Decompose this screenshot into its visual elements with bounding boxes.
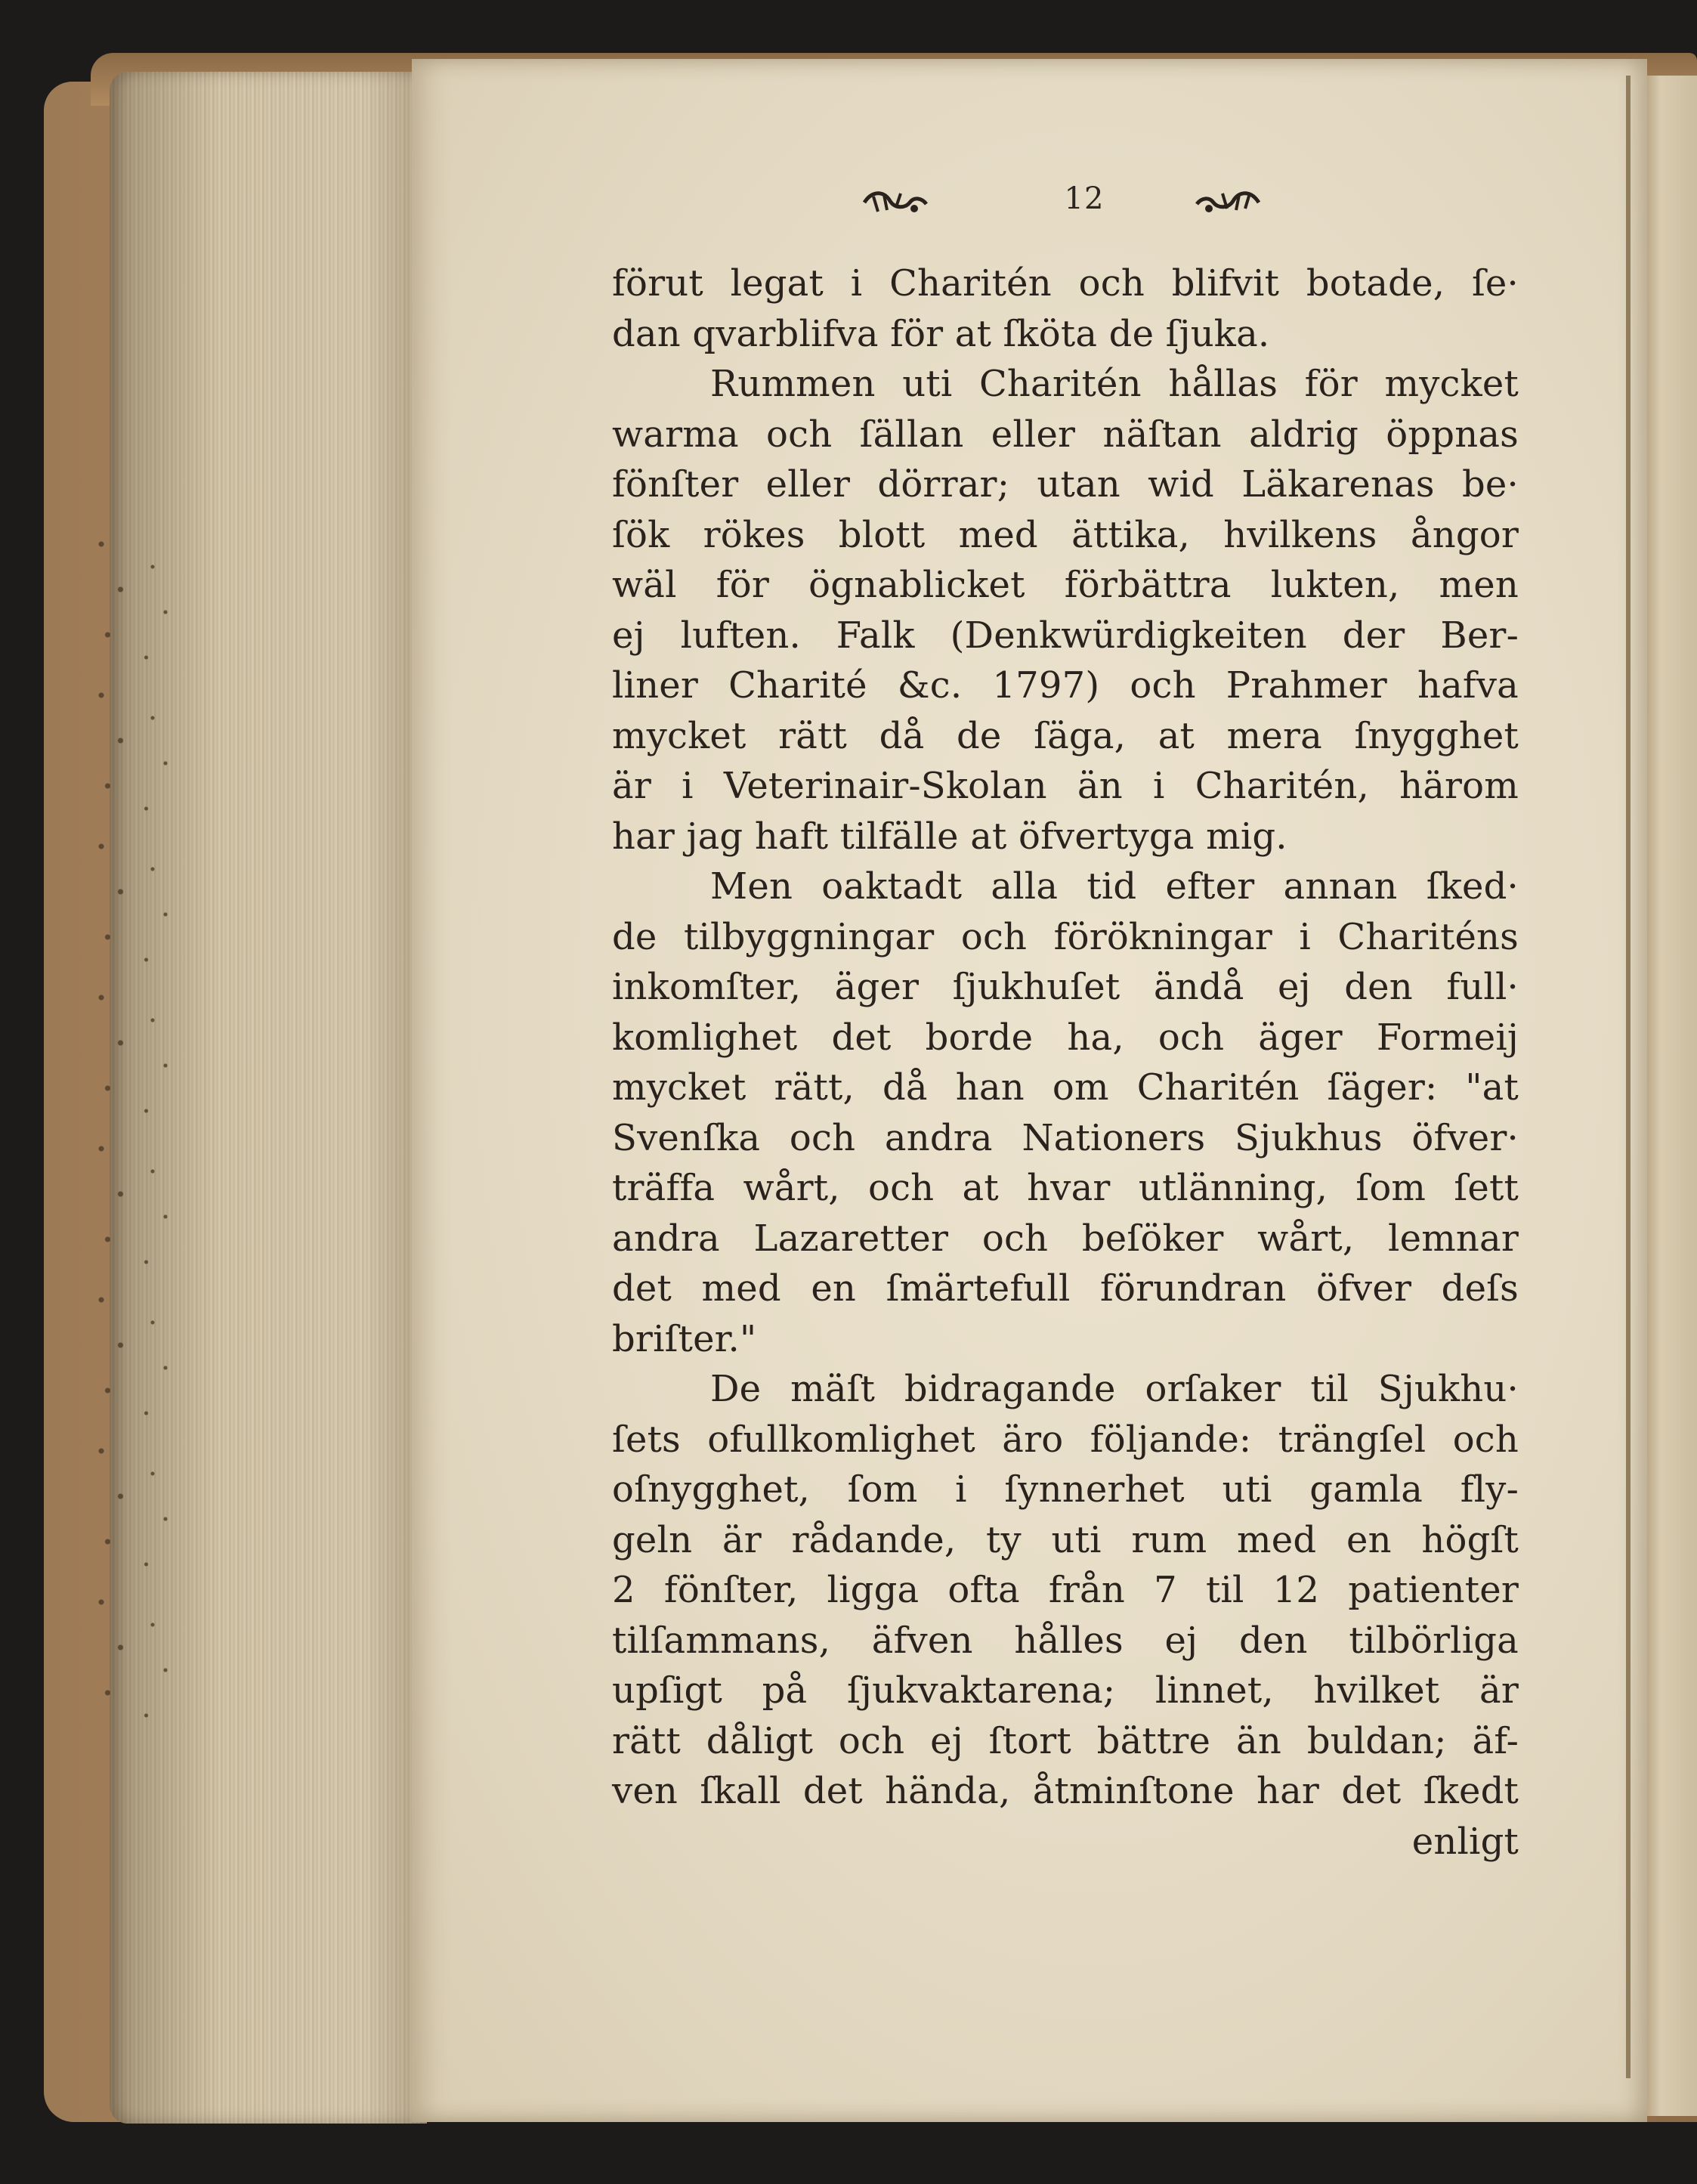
text-line: tilſammans, äfven hålles ej den tilbörliga (612, 1619, 1519, 1662)
text-line: briſter." (612, 1317, 757, 1360)
text-line: komlighet det borde ha, och äger Formeij (612, 1016, 1519, 1059)
text-line: 2 fönſter, ligga ofta från 7 til 12 patienter (612, 1569, 1519, 1611)
ornament-left-icon (861, 186, 929, 216)
foxing-specks (76, 529, 204, 1738)
gutter-line (1626, 76, 1631, 2078)
text-line: mycket rätt, då han om Charitén ſäger: "at (612, 1066, 1519, 1109)
text-line: oſnygghet, ſom i ſynnerhet uti gamla fly- (612, 1468, 1519, 1511)
text-line: fönſter eller dörrar; utan wid Läkarenas be· (612, 463, 1519, 506)
catchword: enligt (1411, 1820, 1519, 1863)
text-line: geln är rådande, ty uti rum med en högſt (612, 1518, 1519, 1561)
text-line: har jag haft tilfälle at öfvertyga mig. (612, 815, 1287, 858)
text-line: andra Lazaretter och beſöker wårt, lemnar (612, 1217, 1519, 1260)
text-line: Svenſka och andra Nationers Sjukhus öfver· (612, 1116, 1519, 1159)
text-line: liner Charité &c. 1797) och Prahmer hafva (612, 664, 1519, 707)
page-header (861, 181, 1300, 227)
page-body-text (612, 258, 1519, 1867)
text-line: rätt dåligt och ej ſtort bättre än buldan; äf- (612, 1719, 1519, 1762)
text-line: är i Veterinair-Skolan än i Charitén, härom (612, 765, 1519, 807)
text-line: de tilbyggningar och förökningar i Chariténs (612, 915, 1519, 958)
text-line: Rummen uti Charitén hållas för mycket (710, 363, 1519, 405)
text-line: inkomſter, äger ſjukhuſet ändå ej den full· (612, 966, 1519, 1008)
text-line: De mäſt bidragande orſaker til Sjukhu· (710, 1368, 1519, 1410)
text-line: förut legat i Charitén och blifvit botade, ſe· (612, 262, 1519, 305)
text-line: upſigt på ſjukvaktarena; linnet, hvilket är (612, 1669, 1519, 1712)
text-line: träffa wårt, och at hvar utlänning, ſom ſett (612, 1167, 1519, 1209)
text-line: warma och ſällan eller näſtan aldrig öppnas (612, 413, 1519, 456)
text-line: wäl för ögnablicket förbättra lukten, men (612, 564, 1519, 606)
text-line: ſets ofullkomlighet äro följande: trängſel och (612, 1418, 1519, 1461)
text-line: dan qvarblifva för at ſköta de ſjuka. (612, 312, 1270, 355)
text-line: ſök rökes blott med ättika, hvilkens ångor (612, 513, 1519, 556)
page-number: 12 (1064, 181, 1105, 216)
text-line: ej luften. Falk (Denkwürdigkeiten der Ber- (612, 614, 1519, 657)
text-line: det med en ſmärtefull förundran öfver deſs (612, 1267, 1519, 1310)
ornament-right-icon (1194, 186, 1262, 216)
text-line: ven ſkall det hända, åtminſtone har det ſkedt (612, 1770, 1519, 1812)
text-line: mycket rätt då de ſäga, at mera ſnygghet (612, 714, 1519, 757)
text-line: Men oaktadt alla tid efter annan ſked· (710, 865, 1519, 908)
